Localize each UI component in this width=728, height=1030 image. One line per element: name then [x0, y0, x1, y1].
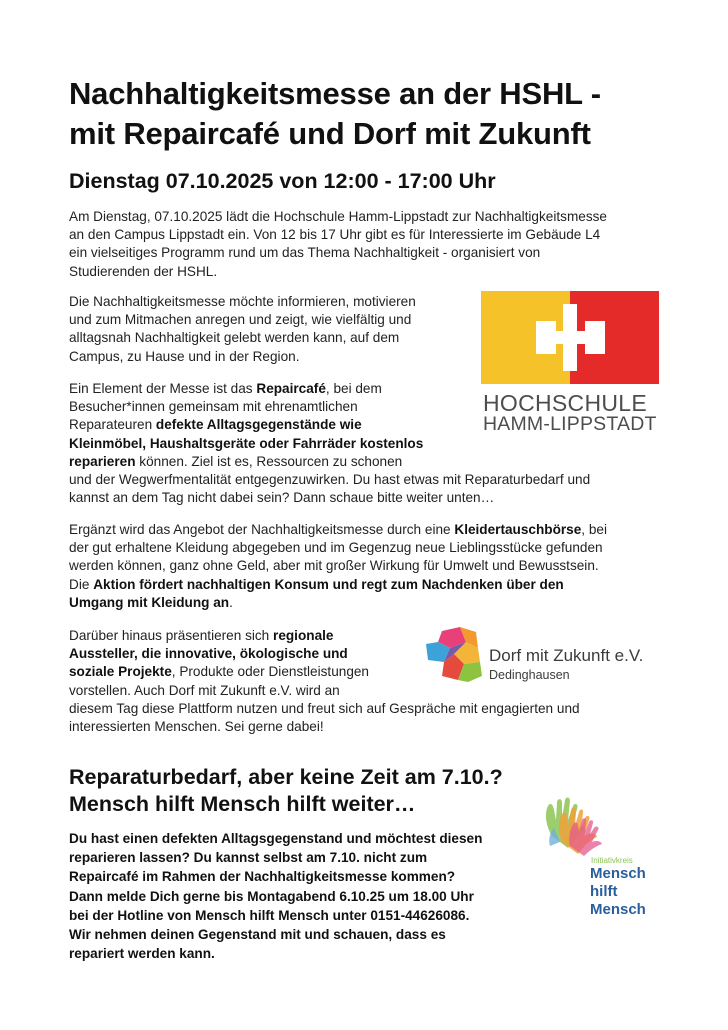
hotline-line: repariert werden kann.: [69, 946, 215, 962]
bold-run: soziale Projekte: [69, 664, 172, 680]
swap-line: der gut erhaltene Kleidung abgegeben und im Gegenzug neue Lieblingsstücke gefunden: [69, 540, 603, 556]
intro-line: ein vielseitiges Programm rund um das Thema Nachhaltigkeit - organisiert von: [69, 245, 541, 261]
text-run: , bei dem: [325, 381, 382, 396]
text-run: Die: [69, 576, 94, 592]
hshl-logo-mark: [481, 291, 661, 386]
motivation-paragraph: [69, 293, 469, 366]
bold-run: Kleinmöbel, Haushaltsgeräte oder Fahrräder kostenlos: [69, 435, 424, 451]
exhibitors-line: vorstellen. Auch Dorf mit Zukunft e.V. wird an: [69, 682, 340, 698]
bold-run: Aktion fördert nachhaltigen Konsum und regt zum Nachdenken über den: [93, 576, 564, 592]
mhm-line-2: hilft: [590, 883, 618, 900]
clothing-swap-paragraph: [69, 521, 669, 612]
intro-line: Am Dienstag, 07.10.2025 lädt die Hochschule Hamm-Lippstadt zur Nachhaltigkeitsmesse: [69, 209, 607, 224]
text-run: , Produkte oder Dienstleistungen: [171, 664, 369, 680]
repaircafe-line: kannst an dem Tag nicht dabei sein? Dann schaue bitte weiter unten…: [69, 490, 495, 506]
repaircafe-line: Besucher*innen gemeinsam mit ehrenamtlichen: [69, 399, 358, 415]
intro-line: Studierenden der HSHL.: [69, 263, 218, 279]
page-title: [69, 74, 601, 154]
text-run: .: [229, 594, 233, 610]
bold-run: reparieren: [69, 453, 136, 469]
dmz-place: Dedinghausen: [489, 668, 570, 682]
hotline-line: Repaircafé im Rahmen der Nachhaltigkeitsmesse kommen?: [69, 869, 456, 885]
title-line-1: Nachhaltigkeitsmesse an der HSHL -: [69, 76, 601, 111]
bold-run: defekte Alltagsgegenstände wie: [155, 417, 362, 433]
dmz-logo-mark: [420, 626, 490, 684]
title-line-2: mit Repaircafé und Dorf mit Zukunft: [69, 116, 591, 151]
hotline-line: Du hast einen defekten Alltagsgegenstand und möchtest diesen: [69, 831, 483, 846]
hotline-paragraph: [69, 829, 539, 963]
hshl-logo-text-1: HOCHSCHULE: [483, 390, 648, 416]
hands-icon: [540, 796, 610, 856]
mhm-line-3: Mensch: [590, 901, 646, 918]
mhm-small-text: Initiativkreis: [591, 856, 633, 865]
exhibitors-line: diesem Tag diese Plattform nutzen und freut sich auf Gespräche mit engagierten und: [69, 700, 580, 716]
exhibitors-line: interessierten Menschen. Sei gerne dabei!: [69, 719, 324, 735]
date-heading: [69, 168, 496, 195]
intro-line: an den Campus Lippstadt ein. Von 12 bis 17 Uhr gibt es für Interessierte im Gebäude L4: [69, 227, 601, 243]
bold-run: Umgang mit Kleidung an: [69, 594, 230, 610]
text-run: können. Ziel ist es, Ressourcen zu schonen: [135, 453, 403, 469]
dmz-name: Dorf mit Zukunft e.V.: [489, 646, 644, 665]
hotline-heading-line-1: Reparaturbedarf, aber keine Zeit am 7.10.?: [69, 765, 503, 789]
hshl-logo-text-2: HAMM-LIPPSTADT: [483, 413, 657, 435]
hotline-line: Wir nehmen deinen Gegenstand mit und schauen, dass es: [69, 927, 446, 943]
dorf-mit-zukunft-logo: [420, 626, 670, 686]
motivation-line: Die Nachhaltigkeitsmesse möchte informieren, motivieren: [69, 294, 416, 309]
mhm-line-1: Mensch: [590, 865, 646, 882]
hotline-heading-line-2: Mensch hilft Mensch hilft weiter…: [69, 792, 416, 816]
text-run: , bei: [581, 522, 607, 537]
hotline-line: Dann melde Dich gerne bis Montagabend 6.10.25 um 18.00 Uhr: [69, 888, 474, 904]
motivation-line: und zum Mitmachen anregen und zeigt, wie vielfältig und: [69, 312, 412, 328]
repaircafe-highlight: Repaircafé: [256, 381, 326, 396]
hotline-heading: [69, 764, 503, 818]
swap-line: werden können, ganz ohne Geld, aber mit großer Wirkung für Umwelt und Bewusstsein.: [69, 558, 599, 574]
clothing-swap-highlight: Kleidertauschbörse: [454, 522, 582, 537]
date-heading-text: Dienstag 07.10.2025 von 12:00 - 17:00 Uhr: [69, 169, 496, 193]
text-run: Ergänzt wird das Angebot der Nachhaltigkeitsmesse durch eine: [69, 522, 455, 537]
text-run: Darüber hinaus präsentieren sich: [69, 628, 274, 643]
text-run: Ein Element der Messe ist das: [69, 381, 257, 396]
text-run: Reparateuren: [69, 417, 156, 433]
intro-paragraph: [69, 208, 669, 281]
repaircafe-line: und der Wegwerfmentalität entgegenzuwirken. Du hast etwas mit Reparaturbedarf und: [69, 472, 591, 488]
hotline-line: bei der Hotline von Mensch hilft Mensch unter 0151-44626086.: [69, 907, 470, 923]
bold-run: Aussteller, die innovative, ökologische und: [69, 646, 348, 662]
hotline-line: reparieren lassen? Du kannst selbst am 7.10. nicht zum: [69, 850, 428, 866]
mensch-hilft-mensch-logo: [540, 796, 665, 926]
motivation-line: Campus, zu Hause und in der Region.: [69, 348, 300, 364]
repaircafe-paragraph: [69, 380, 669, 507]
motivation-line: alltagsnah Nachhaltigkeit gelebt werden kann, auf dem: [69, 330, 400, 346]
bold-run: regionale: [273, 628, 334, 643]
